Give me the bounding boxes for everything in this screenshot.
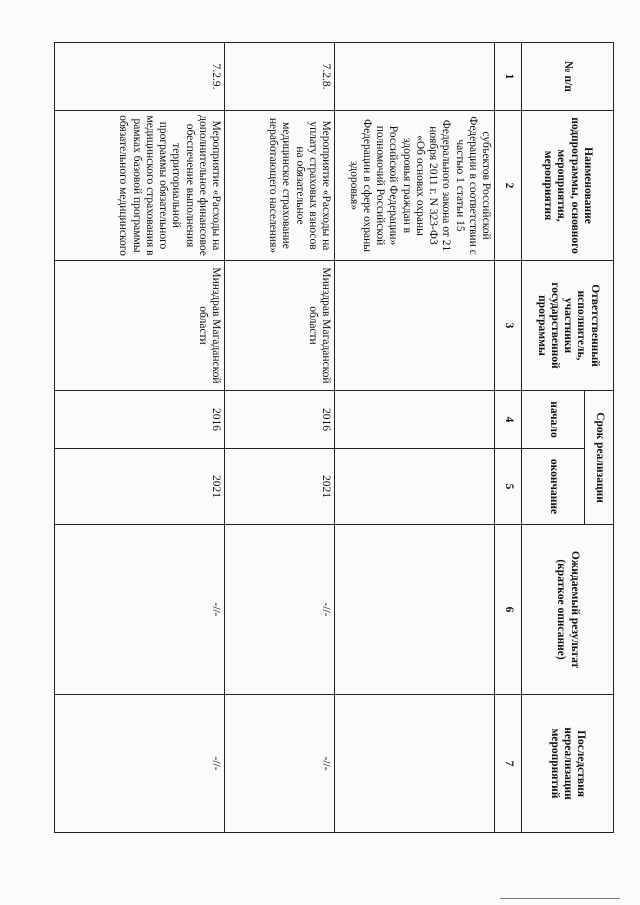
col-number: 1 <box>495 43 522 111</box>
row-num <box>335 43 495 111</box>
col-number: 4 <box>495 391 522 449</box>
row-end <box>335 449 495 525</box>
header-executor: Ответственный исполнитель, участники государственной программы <box>522 261 614 391</box>
rotated-table-wrapper <box>54 42 614 832</box>
row-name: субъектов Российской Федерации в соответствии с частью 1 статьи 15 Федерального закона от 21 ноября 2011 г. N 323-ФЗ «Об основах охраны здоровья граждан в Российской Федерации» полномочий Российской Федерации в сфере охраны здоровья» <box>335 111 495 261</box>
header-row <box>585 43 614 833</box>
row-consequences: -//- <box>55 695 225 833</box>
row-end: 2021 <box>55 449 225 525</box>
row-start: 2016 <box>55 391 225 449</box>
row-executor: Минздрав Магаданской области <box>55 261 225 391</box>
row-start: 2016 <box>225 391 335 449</box>
table-row <box>225 43 335 833</box>
row-end: 2021 <box>225 449 335 525</box>
col-number: 6 <box>495 525 522 695</box>
program-table <box>54 42 614 833</box>
scan-artifact-line <box>500 898 620 899</box>
row-executor <box>335 261 495 391</box>
row-name: Мероприятие «Расходы на дополнительное финансовое обеспечение выполнения территориальной программы обязательного медицинского страхования в рамках базовой программы обязательного медицинского <box>55 111 225 261</box>
row-consequences <box>335 695 495 833</box>
row-num: 7.2.8. <box>225 43 335 111</box>
header-name: Наименование подпрограммы, основного мероприятия, мероприятия <box>522 111 614 261</box>
header-num: № п/п <box>522 43 614 111</box>
header-period: Срок реализации <box>585 391 614 525</box>
column-numbers-row <box>495 43 522 833</box>
row-result: -//- <box>55 525 225 695</box>
row-start <box>335 391 495 449</box>
row-result <box>335 525 495 695</box>
row-executor: Минздрав Магаданской области <box>225 261 335 391</box>
header-result: Ожидаемый результат (краткое описание) <box>522 525 614 695</box>
col-number: 2 <box>495 111 522 261</box>
row-name: Мероприятие «Расходы на уплату страховых взносов на обязательное медицинское страхование неработающего населения» <box>225 111 335 261</box>
col-number: 3 <box>495 261 522 391</box>
table-row <box>335 43 495 833</box>
header-start: начало <box>522 391 585 449</box>
row-consequences: -//- <box>225 695 335 833</box>
header-consequences: Последствия нереализации мероприятий <box>522 695 614 833</box>
col-number: 7 <box>495 695 522 833</box>
col-number: 5 <box>495 449 522 525</box>
header-end: окончание <box>522 449 585 525</box>
row-num: 7.2.9. <box>55 43 225 111</box>
table-row <box>55 43 225 833</box>
row-result: -//- <box>225 525 335 695</box>
